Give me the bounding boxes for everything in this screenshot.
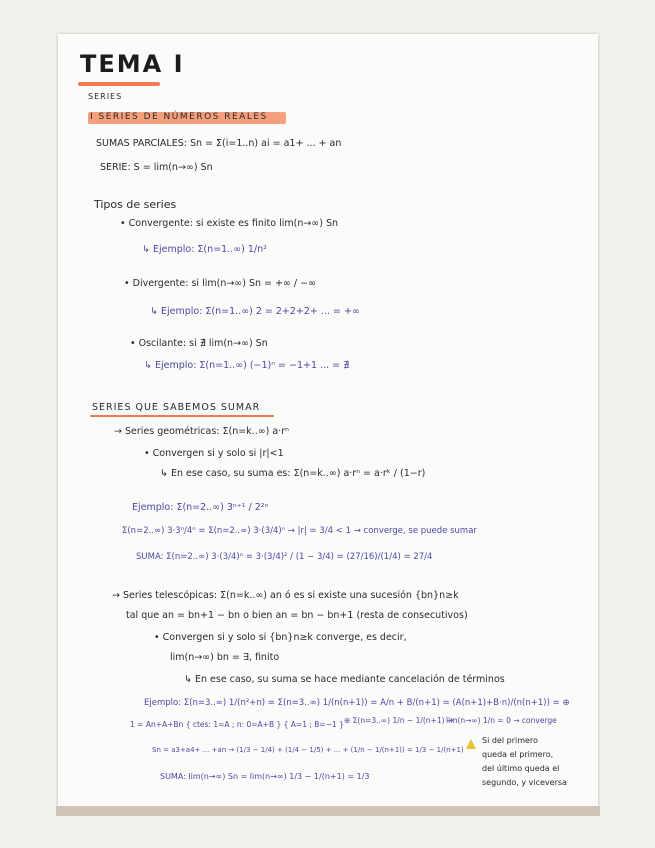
notebook-page <box>58 34 598 812</box>
divergent-example: ↳ Ejemplo: Σ(n=1..∞) 2 = 2+2+2+ ... = +∞ <box>150 306 360 317</box>
telescopic-coefficients: 1 = An+A+Bn { ctes: 1=A ; n: 0=A+B } { A=1 ; B=−1 } <box>130 720 344 729</box>
telescopic-example: Ejemplo: Σ(n=3..∞) 1/(n²+n) = Σ(n=3..∞) 1/(n(n+1)) = A/n + B/(n+1) = (A(n+1)+B·n)/(n(n+1)) = ⊕ <box>144 698 570 708</box>
series-definition: SERIE: S = lim(n→∞) Sn <box>100 162 213 173</box>
note-line-4: segundo, y viceversa <box>482 778 567 787</box>
divergent-line: • Divergente: si lim(n→∞) Sn = +∞ / −∞ <box>124 278 316 289</box>
oscillating-example: ↳ Ejemplo: Σ(n=1..∞) (−1)ⁿ = −1+1 ... = ∄ <box>144 360 350 371</box>
telescopic-total-sum: SUMA: lim(n→∞) Sn = lim(n→∞) 1/3 − 1/(n+1) = 1/3 <box>160 772 370 781</box>
telescopic-limit: lim(n→∞) bn = ∃, finito <box>170 652 280 663</box>
note-line-1: Si del primero <box>482 736 538 745</box>
geometric-convergence: • Convergen si y solo si |r|<1 <box>144 448 284 459</box>
oscillating-line: • Oscilante: si ∄ lim(n→∞) Sn <box>130 338 268 349</box>
page-edge <box>56 806 600 816</box>
note-line-2: queda el primero, <box>482 750 554 759</box>
geometric-series: → Series geométricas: Σ(n=k..∞) a·rⁿ <box>114 426 289 437</box>
telescopic-sum-method: ↳ En ese caso, su suma se hace mediante cancelación de términos <box>184 674 505 685</box>
page-title: TEMA I <box>80 50 185 78</box>
section-2-underline <box>90 415 274 417</box>
note-line-3: del último queda el <box>482 764 560 773</box>
page-subtitle: SERIES <box>88 92 123 101</box>
warning-icon <box>466 739 476 749</box>
telescopic-definition: tal que an = bn+1 − bn o bien an = bn − bn+1 (resta de consecutivos) <box>126 610 468 621</box>
convergent-example: ↳ Ejemplo: Σ(n=1..∞) 1/n² <box>142 244 267 255</box>
telescopic-sum-form: ⊕ Σ(n=3..∞) 1/n − 1/(n+1) → <box>344 716 454 725</box>
geometric-example-sum: SUMA: Σ(n=2..∞) 3·(3/4)ⁿ = 3·(3/4)² / (1 − 3/4) = (27/16)/(1/4) = 27/4 <box>136 552 433 562</box>
telescopic-convergence: • Convergen si y solo si {bn}n≥k converge, es decir, <box>154 632 407 643</box>
geometric-example: Ejemplo: Σ(n=2..∞) 3ⁿ⁺¹ / 2²ⁿ <box>132 502 269 513</box>
telescopic-limit-result: lim(n→∞) 1/n = 0 → converge <box>446 716 557 725</box>
types-heading: Tipos de series <box>94 198 177 211</box>
geometric-example-step: Σ(n=2..∞) 3·3ⁿ/4ⁿ = Σ(n=2..∞) 3·(3/4)ⁿ → |r| = 3/4 < 1 → converge, se puede sumar <box>122 526 477 536</box>
section-heading-2: SERIES QUE SABEMOS SUMAR <box>92 402 261 413</box>
section-heading-1: I SERIES DE NÚMEROS REALES <box>90 112 268 122</box>
partial-sums-line: SUMAS PARCIALES: Sn = Σ(i=1..n) ai = a1+ ... + an <box>96 138 342 149</box>
convergent-line: • Convergente: si existe es finito lim(n→∞) Sn <box>120 218 338 229</box>
telescopic-partial-sum: Sn = a3+a4+ ... +an → (1/3 − 1/4) + (1/4 − 1/5) + ... + (1/n − 1/(n+1)) = 1/3 − 1/(n+1) <box>152 746 464 754</box>
title-underline <box>78 82 160 86</box>
telescopic-series: → Series telescópicas: Σ(n=k..∞) an ó es si existe una sucesión {bn}n≥k <box>112 590 459 601</box>
geometric-sum: ↳ En ese caso, su suma es: Σ(n=k..∞) a·rⁿ = a·rᵏ / (1−r) <box>160 468 426 479</box>
